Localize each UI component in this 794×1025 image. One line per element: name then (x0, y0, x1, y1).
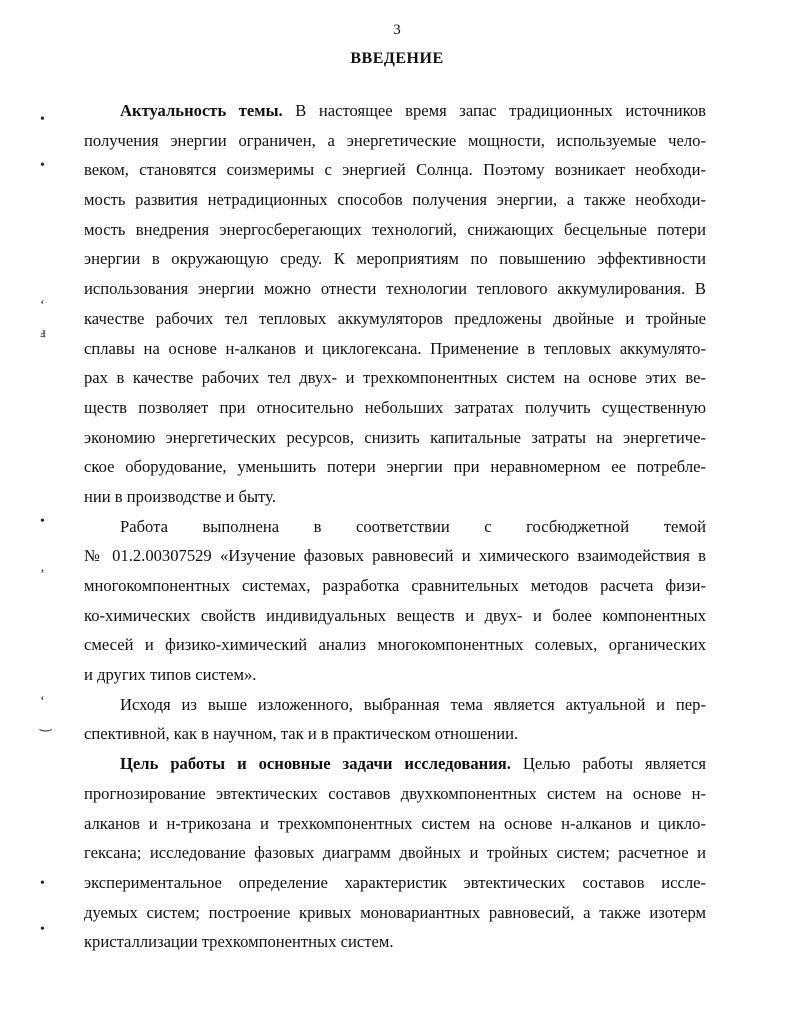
paragraph-line: веком, становятся соизмеримы с энергией Солнца. Поэтому возникает необходи- (84, 160, 706, 180)
scan-mark: ‘ (40, 694, 45, 709)
scan-mark: ⅎ (40, 326, 46, 341)
paragraph-line: смесей и физико-химический анализ многокомпонентных солевых, органических (84, 635, 706, 655)
scan-mark: ‚ (40, 560, 45, 575)
page-number: 3 (393, 22, 401, 38)
paragraph-line: и других типов систем». (84, 665, 257, 685)
paragraph-line: ществ позволяет при относительно небольших затратах получить существенную (84, 397, 706, 417)
paragraph-line: использования энергии можно отнести технологии теплового аккумулирования. В (84, 279, 706, 299)
paragraph-line: рах в качестве рабочих тел двух- и трехкомпонентных систем на основе этих ве- (84, 368, 706, 388)
relevance-heading: Актуальность темы. (120, 101, 283, 120)
paragraph-line: экономию энергетических ресурсов, снизить капитальные затраты на энергетиче- (84, 427, 706, 447)
paragraph-line: мость развития нетрадиционных способов получения энергии, а также необходи- (84, 190, 706, 210)
scan-mark: ‿ (40, 717, 52, 732)
paragraph-line: качестве рабочих тел тепловых аккумуляторов предложены двойные и тройные (84, 308, 706, 328)
scan-mark: • (40, 514, 45, 529)
scan-mark: ‘ (40, 298, 45, 313)
scan-mark: • (40, 112, 45, 127)
paragraph-line: Актуальность темы. В настоящее время запас традиционных источников (120, 101, 706, 120)
paragraph-line: дуемых систем; построение кривых моновариантных равновесий, а также изотерм (84, 902, 706, 922)
paragraph-line: получения энергии ограничен, а энергетические мощности, используемые чело- (84, 130, 706, 150)
scan-mark: • (40, 158, 45, 173)
paragraph-line: нии в производстве и быту. (84, 486, 276, 506)
paragraph-line: гексана; исследование фазовых диаграмм двойных и тройных систем; расчетное и (84, 843, 706, 863)
paragraph-line: Исходя из выше изложенного, выбранная тема является актуальной и пер- (120, 694, 706, 714)
paragraph-line: № 01.2.00307529 «Изучение фазовых равновесий и химического взаимодействия в (84, 546, 706, 566)
scan-mark: • (40, 922, 45, 937)
scan-mark: • (40, 876, 45, 891)
paragraph-line: мость внедрения энергосберегающих технологий, снижающих бесцельные потери (84, 219, 706, 239)
section-title: ВВЕДЕНИЕ (350, 50, 444, 67)
paragraph-goals (84, 749, 706, 957)
paragraph-line: прогнозирование эвтектических составов двухкомпонентных систем на основе н- (84, 783, 706, 803)
document-body (84, 96, 706, 957)
paragraph-line: экспериментальное определение характеристик эвтектических составов иссле- (84, 872, 706, 892)
goals-heading: Цель работы и основные задачи исследования. (120, 754, 511, 774)
paragraph-conclusion (84, 690, 706, 749)
paragraph-line: Цель работы и основные задачи исследования. Целью работы является (120, 754, 706, 774)
paragraph-line: энергии в окружающую среду. К мероприятиям по повышению эффективности (84, 249, 706, 269)
paragraph-line: ское оборудование, уменьшить потери энергии при неравномерном ее потребле- (84, 457, 706, 477)
paragraph-line: спективной, как в научном, так и в практическом отношении. (84, 724, 519, 744)
paragraph-line: алканов и н-трикозана и трехкомпонентных систем на основе н-алканов и цикло- (84, 813, 706, 833)
paragraph-state-topic (84, 512, 706, 690)
paragraph-line: кристаллизации трехкомпонентных систем. (84, 932, 394, 952)
paragraph-line: сплавы на основе н-алканов и циклогексана. Применение в тепловых аккумулято- (84, 338, 706, 358)
paragraph-line: Работа выполнена в соответствии с госбюджетной темой (120, 516, 706, 536)
paragraph-line: многокомпонентных системах, разработка сравнительных методов расчета физи- (84, 576, 706, 595)
paragraph-relevance (84, 96, 706, 512)
paragraph-line: ко-химических свойств индивидуальных веществ и двух- и более компонентных (84, 605, 706, 625)
